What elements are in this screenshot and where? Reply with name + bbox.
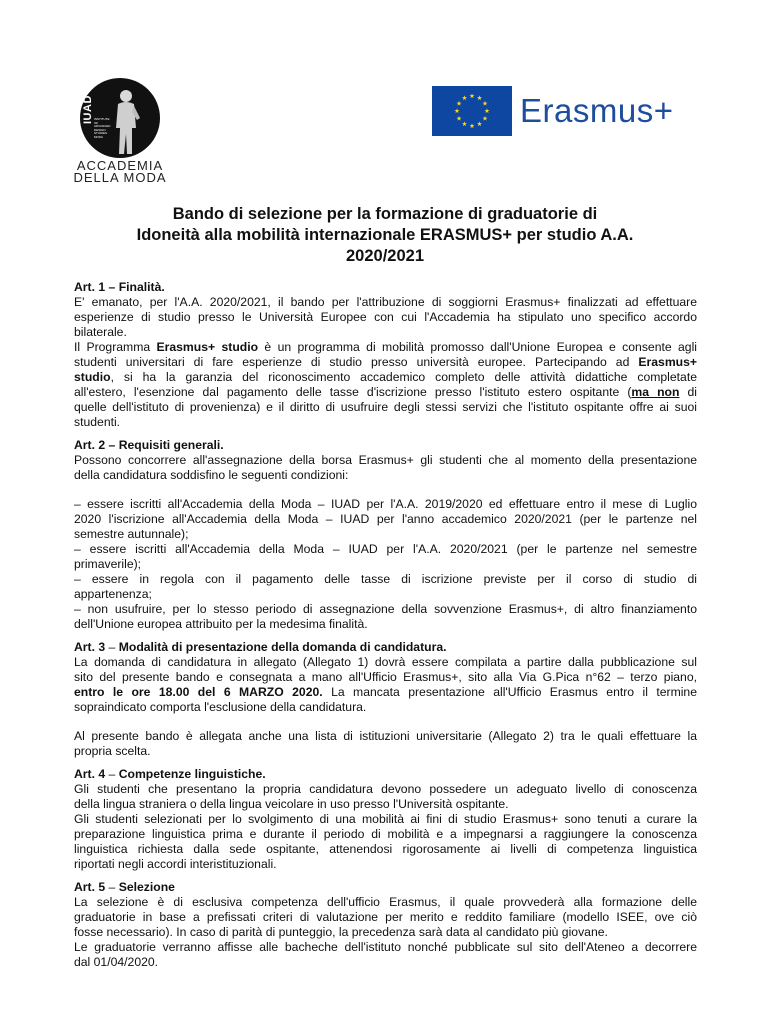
art3-line: entro le ore 18.00 del 6 MARZO 2020. La mancata presentazione all'Ufficio Erasmus entro il termine bbox=[74, 685, 697, 699]
art2-item-line: – essere in regola con il pagamento delle tasse di iscrizione previste per il corso di studio di bbox=[74, 572, 697, 586]
iuad-circle-text: IUAD bbox=[82, 95, 94, 124]
eu-star bbox=[457, 101, 462, 106]
art5-line: fosse necessario). In caso di parità di punteggio, la precedenza sarà data al candidato più giovane. bbox=[74, 925, 608, 939]
art1-heading: Art. 1 – Finalità. bbox=[74, 280, 165, 294]
art5-heading: Art. 5 – Selezione bbox=[74, 880, 175, 894]
eu-star bbox=[483, 101, 488, 106]
art4-line: Gli studenti che presentano la propria candidatura devono possedere un adeguato livello di conoscenza bbox=[74, 782, 697, 796]
art2-heading: Art. 2 – Requisiti generali. bbox=[74, 438, 224, 452]
title-line-3: 2020/2021 bbox=[346, 247, 424, 265]
iuad-name: ACCADEMIA DELLA MODA bbox=[73, 158, 167, 185]
art3-line: Al presente bando è allegata anche una lista di istituzioni universitarie (Allegato 2) tra le quali effettuare la bbox=[74, 729, 697, 743]
eu-stars-icon bbox=[432, 86, 512, 136]
erasmus-wordmark: Erasmus+ bbox=[520, 92, 674, 129]
art1-p2-line: studenti universitari di fare esperienze di studio presso università europee. Partecipando ad Erasmus+ bbox=[74, 355, 697, 369]
art1-p1-line: esperienze di studio presso le Università Europee con cui l'Accademia ha stipulato uno specifico accordo bbox=[74, 310, 697, 324]
eu-flag-icon bbox=[432, 86, 512, 136]
art4-line: preparazione linguistica prima e durante il periodo di mobilità e a impegnarsi a raggiungere la conoscenza bbox=[74, 827, 697, 841]
art4-line: della lingua straniera o della lingua veicolare in uso presso l'Università ospitante. bbox=[74, 797, 509, 811]
iuad-small-lines: INSTITUTE OF ADVANCED DESIGN STUDIES MODA bbox=[94, 117, 111, 139]
art2-intro-line: della candidatura soddisfino le seguenti condizioni: bbox=[74, 468, 349, 482]
art5-line: Le graduatorie verranno affisse alle bacheche dell'istituto nonché pubblicate sul sito dell'Ateneo a decorrere bbox=[74, 940, 697, 954]
eu-star bbox=[485, 108, 490, 113]
eu-star bbox=[455, 108, 460, 113]
art4-line: linguistica richiesta dalla sede ospitante, attenendosi rigorosamente ai livelli di competenza linguistica bbox=[74, 842, 697, 856]
art3-line: La domanda di candidatura in allegato (Allegato 1) dovrà essere compilata a partire dalla pubblicazione sul bbox=[74, 655, 697, 669]
art5-line: dal 01/04/2020. bbox=[74, 955, 159, 969]
art3-line: propria scelta. bbox=[74, 744, 151, 758]
art1-p2-line: all'estero, l'esenzione dal pagamento delle tasse d'iscrizione presso l'istituto estero ospitante (ma non di bbox=[74, 385, 698, 399]
eu-star bbox=[483, 116, 488, 121]
art1-p2-line: Il Programma Erasmus+ studio è un programma di mobilità promosso dall'Unione Europea e consente agli bbox=[74, 340, 697, 354]
art2-item-line: 2020 l'iscrizione all'Accademia della Moda – IUAD per l'anno accademico 2020/2021 (per le partenze nel bbox=[74, 512, 697, 526]
art1-p2-line: quelle dell'istituto di provenienza) e il diritto di usufruire degli stessi servizi che l'istituto ospitante offre ai suoi bbox=[74, 400, 697, 414]
title-line-2: Idoneità alla mobilità internazionale ERASMUS+ per studio A.A. bbox=[136, 226, 634, 244]
art1-p1-line: bilaterale. bbox=[74, 325, 127, 339]
eu-star bbox=[477, 121, 482, 126]
art5-line: graduatorie in base a prefissati criteri di valutazione per merito e reddito familiare (modello ISEE, ove ciò bbox=[74, 910, 697, 924]
iuad-logo bbox=[70, 78, 170, 190]
art1-p2-line: studio, si ha la garanzia del riconoscimento accademico completo delle attività didattiche completate bbox=[74, 370, 697, 384]
art4-heading: Art. 4 – Competenze linguistiche. bbox=[74, 767, 266, 781]
art2-item-line: dell'Unione europea attribuito per la medesima finalità. bbox=[74, 617, 368, 631]
art4-line: Gli studenti selezionati per lo svolgimento di una mobilità ai fini di studio Erasmus+ sono tenuti a curare la bbox=[74, 812, 697, 826]
document-title bbox=[60, 204, 710, 267]
art5-line: La selezione è di esclusiva competenza dell'ufficio Erasmus, il quale provvederà alla formazione delle bbox=[74, 895, 697, 909]
art2-intro-line: Possono concorrere all'assegnazione della borsa Erasmus+ gli studenti che al momento della presentazione bbox=[74, 453, 697, 467]
eu-star bbox=[462, 121, 467, 126]
art3-line: sito del presente bando e consegnata a mano all'Ufficio Erasmus+, sito alla Via G.Pica n°62 – terzo piano, bbox=[74, 670, 697, 684]
document-body bbox=[74, 280, 697, 970]
art2-item-line: – essere iscritti all'Accademia della Moda – IUAD per l'A.A. 2020/2021 (per le partenze nel semestre bbox=[74, 542, 697, 556]
eu-star bbox=[477, 95, 482, 100]
art2-item-line: semestre autunnale); bbox=[74, 527, 189, 541]
art1-p2-line: studenti. bbox=[74, 415, 121, 429]
art1-p1-line: E' emanato, per l'A.A. 2020/2021, il bando per l'attribuzione di soggiorni Erasmus+ finalizzati ad effettuare bbox=[74, 295, 697, 309]
art2-item-line: primaverile); bbox=[74, 557, 142, 571]
eu-star bbox=[470, 93, 475, 98]
eu-star bbox=[470, 123, 475, 128]
art4-line: riportati negli accordi interistituzionali. bbox=[74, 857, 277, 871]
iuad-emblem bbox=[80, 78, 160, 158]
title-line-1: Bando di selezione per la formazione di graduatorie di bbox=[172, 205, 598, 223]
art3-line: sopraindicato comporta l'esclusione della candidatura. bbox=[74, 700, 367, 714]
eu-star bbox=[462, 95, 467, 100]
art2-item-line: appartenenza; bbox=[74, 587, 152, 601]
art3-heading: Art. 3 – Modalità di presentazione della domanda di candidatura. bbox=[74, 640, 447, 654]
erasmus-logo bbox=[432, 86, 702, 138]
art2-item-line: – essere iscritti all'Accademia della Moda – IUAD per l'A.A. 2019/2020 ed effettuare entro il mese di Luglio bbox=[74, 497, 697, 511]
art2-item-line: – non usufruire, per lo stesso periodo di assegnazione della sovvenzione Erasmus+, di altro finanziamento bbox=[74, 602, 697, 616]
eu-star bbox=[457, 116, 462, 121]
